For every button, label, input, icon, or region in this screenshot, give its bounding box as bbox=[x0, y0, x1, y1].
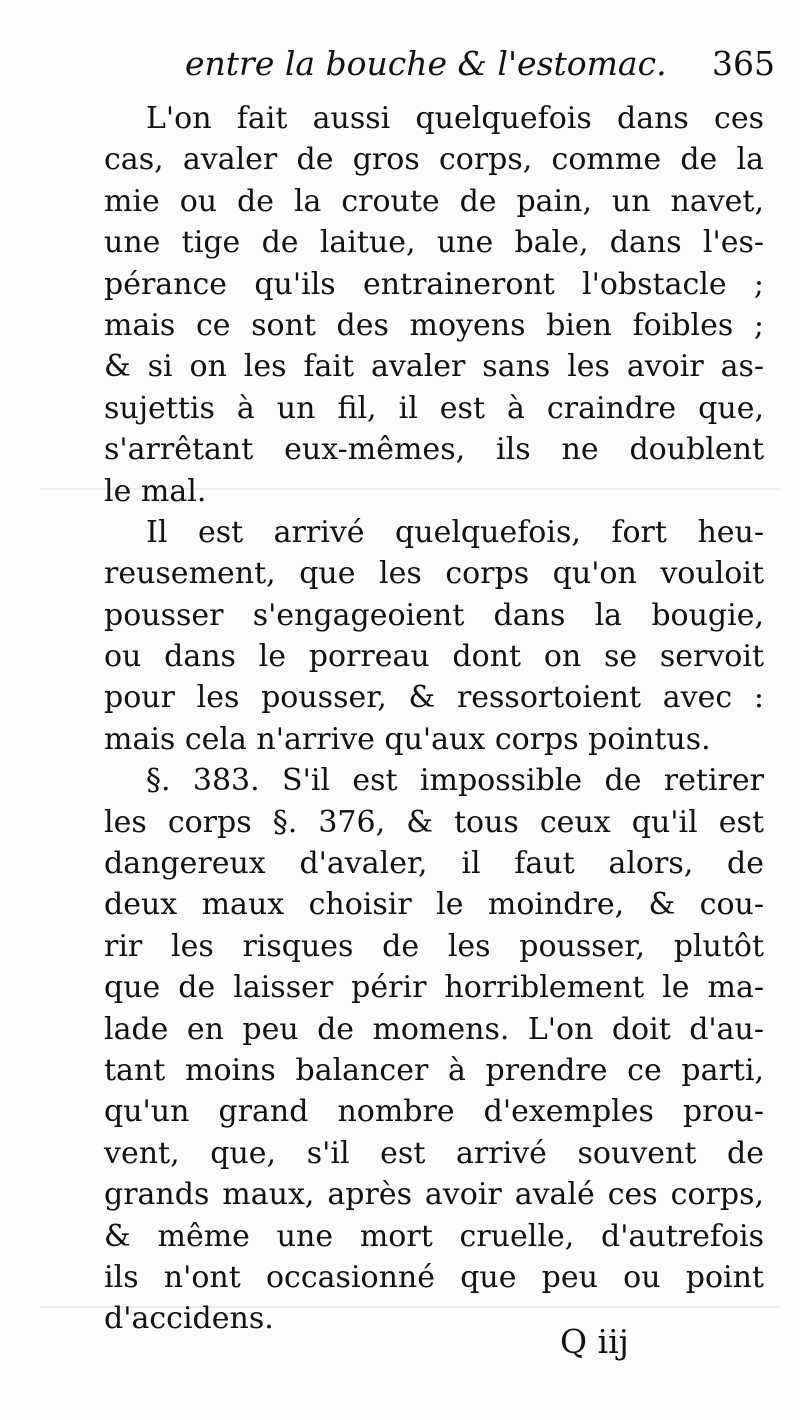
text-line: pousser s'engageoient dans la bougie, bbox=[104, 597, 764, 633]
signature-mark: Q iij bbox=[560, 1322, 629, 1361]
text-line: & si on les fait avaler sans les avoir as- bbox=[104, 349, 764, 385]
text-line: lade en peu de momens. L'on doit d'au- bbox=[104, 1011, 764, 1047]
text-line: les corps §. 376, & tous ceux qu'il est bbox=[104, 804, 764, 840]
text-line: tant moins balancer à prendre ce parti, bbox=[104, 1052, 764, 1088]
text-line: d'accidens. bbox=[104, 1301, 274, 1337]
page-number: 365 bbox=[712, 44, 775, 83]
text-line: §. 383. S'il est impossible de retirer bbox=[146, 763, 764, 799]
text-line: une tige de laitue, une bale, dans l'es- bbox=[104, 225, 764, 261]
text-line: vent, que, s'il est arrivé souvent de bbox=[104, 1135, 764, 1171]
text-line: reusement, que les corps qu'on vouloit bbox=[104, 556, 764, 592]
text-line: cas, avaler de gros corps, comme de la bbox=[104, 142, 764, 178]
running-head: entre la bouche & l'estomac. bbox=[185, 44, 667, 83]
text-line: que de laisser périr horriblement le ma- bbox=[104, 970, 764, 1006]
text-line: grands maux, après avoir avalé ces corps, bbox=[104, 1177, 764, 1213]
text-line: mais cela n'arrive qu'aux corps pointus. bbox=[104, 721, 711, 757]
page-header bbox=[185, 44, 775, 94]
text-line: mais ce sont des moyens bien foibles ; bbox=[104, 307, 764, 343]
text-line: pour les pousser, & ressortoient avec : bbox=[104, 680, 764, 716]
text-line: dangereux d'avaler, il faut alors, de bbox=[104, 846, 764, 882]
text-line: le mal. bbox=[104, 473, 207, 509]
text-line: & même une mort cruelle, d'autrefois bbox=[104, 1218, 764, 1254]
text-line: deux maux choisir le moindre, & cou- bbox=[104, 887, 764, 923]
text-line: sujettis à un fil, il est à craindre que, bbox=[104, 390, 764, 426]
body-text bbox=[104, 98, 764, 1340]
text-line: pérance qu'ils entraineront l'obstacle ; bbox=[104, 266, 764, 302]
text-line: L'on fait aussi quelquefois dans ces bbox=[146, 101, 764, 136]
text-line: rir les risques de les pousser, plutôt bbox=[104, 928, 764, 964]
text-line: Il est arrivé quelquefois, fort heu- bbox=[146, 514, 764, 550]
text-line: qu'un grand nombre d'exemples prou- bbox=[104, 1094, 764, 1130]
text-line: mie ou de la croute de pain, un navet, bbox=[104, 183, 764, 219]
text-line: ou dans le porreau dont on se servoit bbox=[104, 639, 764, 675]
text-line: s'arrêtant eux-mêmes, ils ne doublent bbox=[104, 432, 764, 468]
text-line: ils n'ont occasionné que peu ou point bbox=[104, 1259, 764, 1295]
